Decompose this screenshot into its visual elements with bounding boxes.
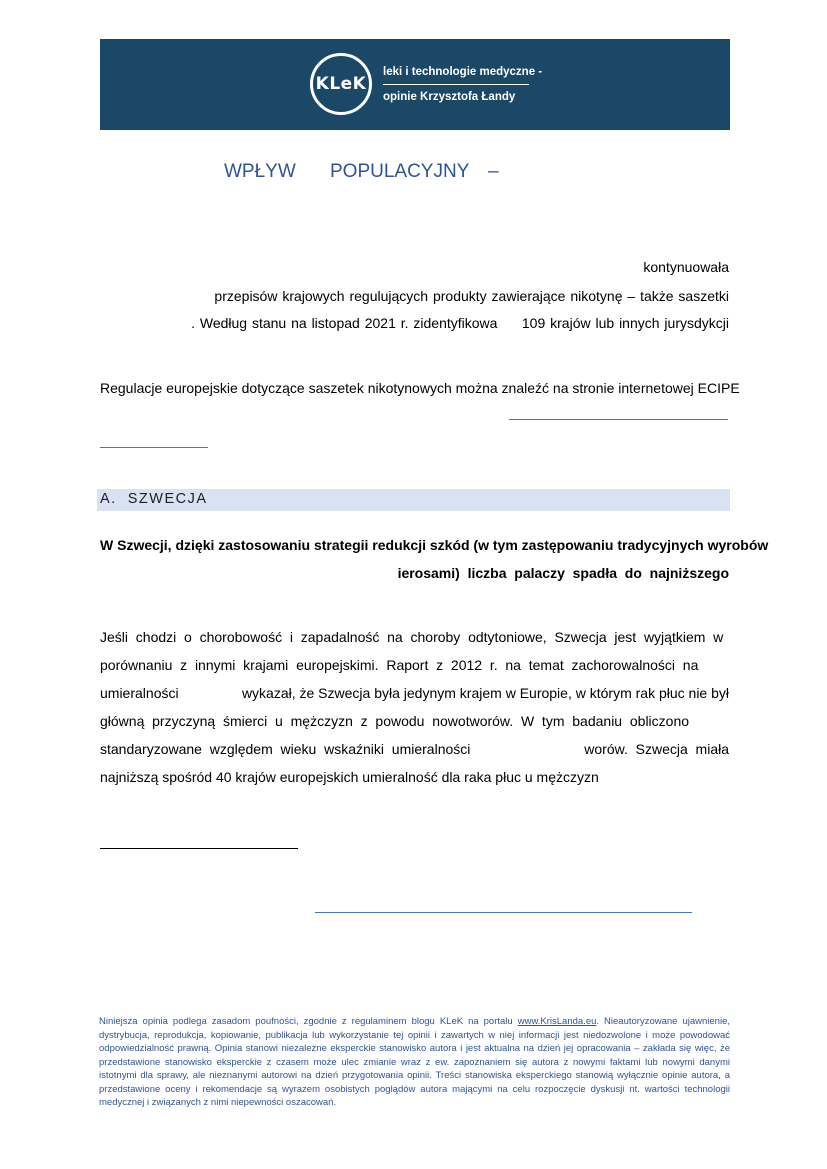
- intro-line-3: . Według stanu na listopad 2021 r. zidentyfikowa 109 krajów lub innych jurysdykcji: [191, 315, 729, 331]
- footnote-link-underline[interactable]: [315, 912, 692, 913]
- body-line-2: porównaniu z innymi krajami europejskimi. Raport z 2012 r. na temat zachorowalności na: [100, 657, 699, 673]
- section-heading-bar: [97, 489, 730, 511]
- body-line-1: Jeśli chodzi o chorobowość i zapadalność na choroby odtytoniowe, Szwecja jest wyjątkiem w: [100, 629, 724, 645]
- body-line-4: główną przyczyną śmierci u mężczyzn z powodu nowotworów. W tym badaniu obliczono: [100, 713, 690, 729]
- section-heading: A. SZWECJA: [100, 491, 208, 507]
- link-underline-2[interactable]: [100, 447, 208, 448]
- section-lead-line-1: W Szwecji, dzięki zastosowaniu strategii redukcji szkód (w tym zastępowaniu tradycyjnych wyrobów: [100, 537, 769, 553]
- footer-text-1: Niniejsza opinia podlega zasadom poufności, zgodnie z regulaminem blogu KLeK na portalu: [99, 1016, 518, 1027]
- banner-tagline-2: opinie Krzysztofa Łandy: [383, 91, 516, 103]
- document-title-part-2: POPULACYJNY: [330, 161, 470, 182]
- banner-tagline-1: leki i technologie medyczne -: [383, 66, 543, 78]
- confidentiality-footer: [99, 1015, 730, 1110]
- intro-line-4: Regulacje europejskie dotyczące saszetek nikotynowych można znaleźć na stronie internetowej ECIPE: [100, 380, 740, 396]
- footnote-separator: [100, 848, 298, 849]
- document-title-dash: –: [488, 161, 499, 182]
- body-line-5b: worów. Szwecja miała: [584, 741, 729, 757]
- intro-line-2: przepisów krajowych regulujących produkty zawierające nikotynę – także saszetki: [214, 288, 729, 304]
- klek-logo: [310, 53, 372, 115]
- header-banner: [100, 39, 730, 130]
- body-line-3a: umieralności: [100, 685, 179, 701]
- link-underline-1[interactable]: [509, 419, 728, 420]
- footer-text-2: . Nieautoryzowane ujawnienie, dystrybucja, reprodukcja, kopiowanie, publikacja lub wykorzystanie tej opinii i zawartych w niej informacji jest niedozwolone i może powodować odpowiedzialność prawną. Opinia stanowi niezależne eksperckie stanowisko autora i jest aktualna na dzień jej opracowania – zakłada się więc, że przedstawione stanowisko eksperckie z czasem może ulec zmianie wraz z ew. zapoznaniem się autora z nowymi faktami lub nowymi danymi istotnymi dla sprawy, ale nieznanymi autorowi na dzień przygotowania opinii. Treści stanowiska eksperckiego stanowią wyłącznie opinie autora, a przedstawione oceny i rekomendacje są wyrazem osobistych poglądów autora mającymi na celu rozpoczęcie dyskusji nt. wartości technologii medycznej i związanych z nimi niepewności oszacowań.: [99, 1016, 730, 1108]
- document-title-part-1: WPŁYW: [224, 161, 296, 182]
- logo-text: KLeK: [315, 74, 367, 94]
- body-line-3b: wykazał, że Szwecja była jedynym krajem w Europie, w którym rak płuc nie był: [241, 685, 729, 701]
- body-line-5a: standaryzowane względem wieku wskaźniki umieralności: [100, 741, 471, 757]
- intro-line-1: kontynuowała: [643, 259, 729, 275]
- body-line-6: najniższą spośród 40 krajów europejskich umieralność dla raka płuc u mężczyzn: [100, 769, 599, 785]
- tagline-divider: [383, 84, 529, 85]
- section-lead-line-2: ierosami) liczba palaczy spadła do najniższego: [397, 565, 729, 581]
- footer-portal-link[interactable]: www.KrisLanda.eu: [517, 1016, 597, 1027]
